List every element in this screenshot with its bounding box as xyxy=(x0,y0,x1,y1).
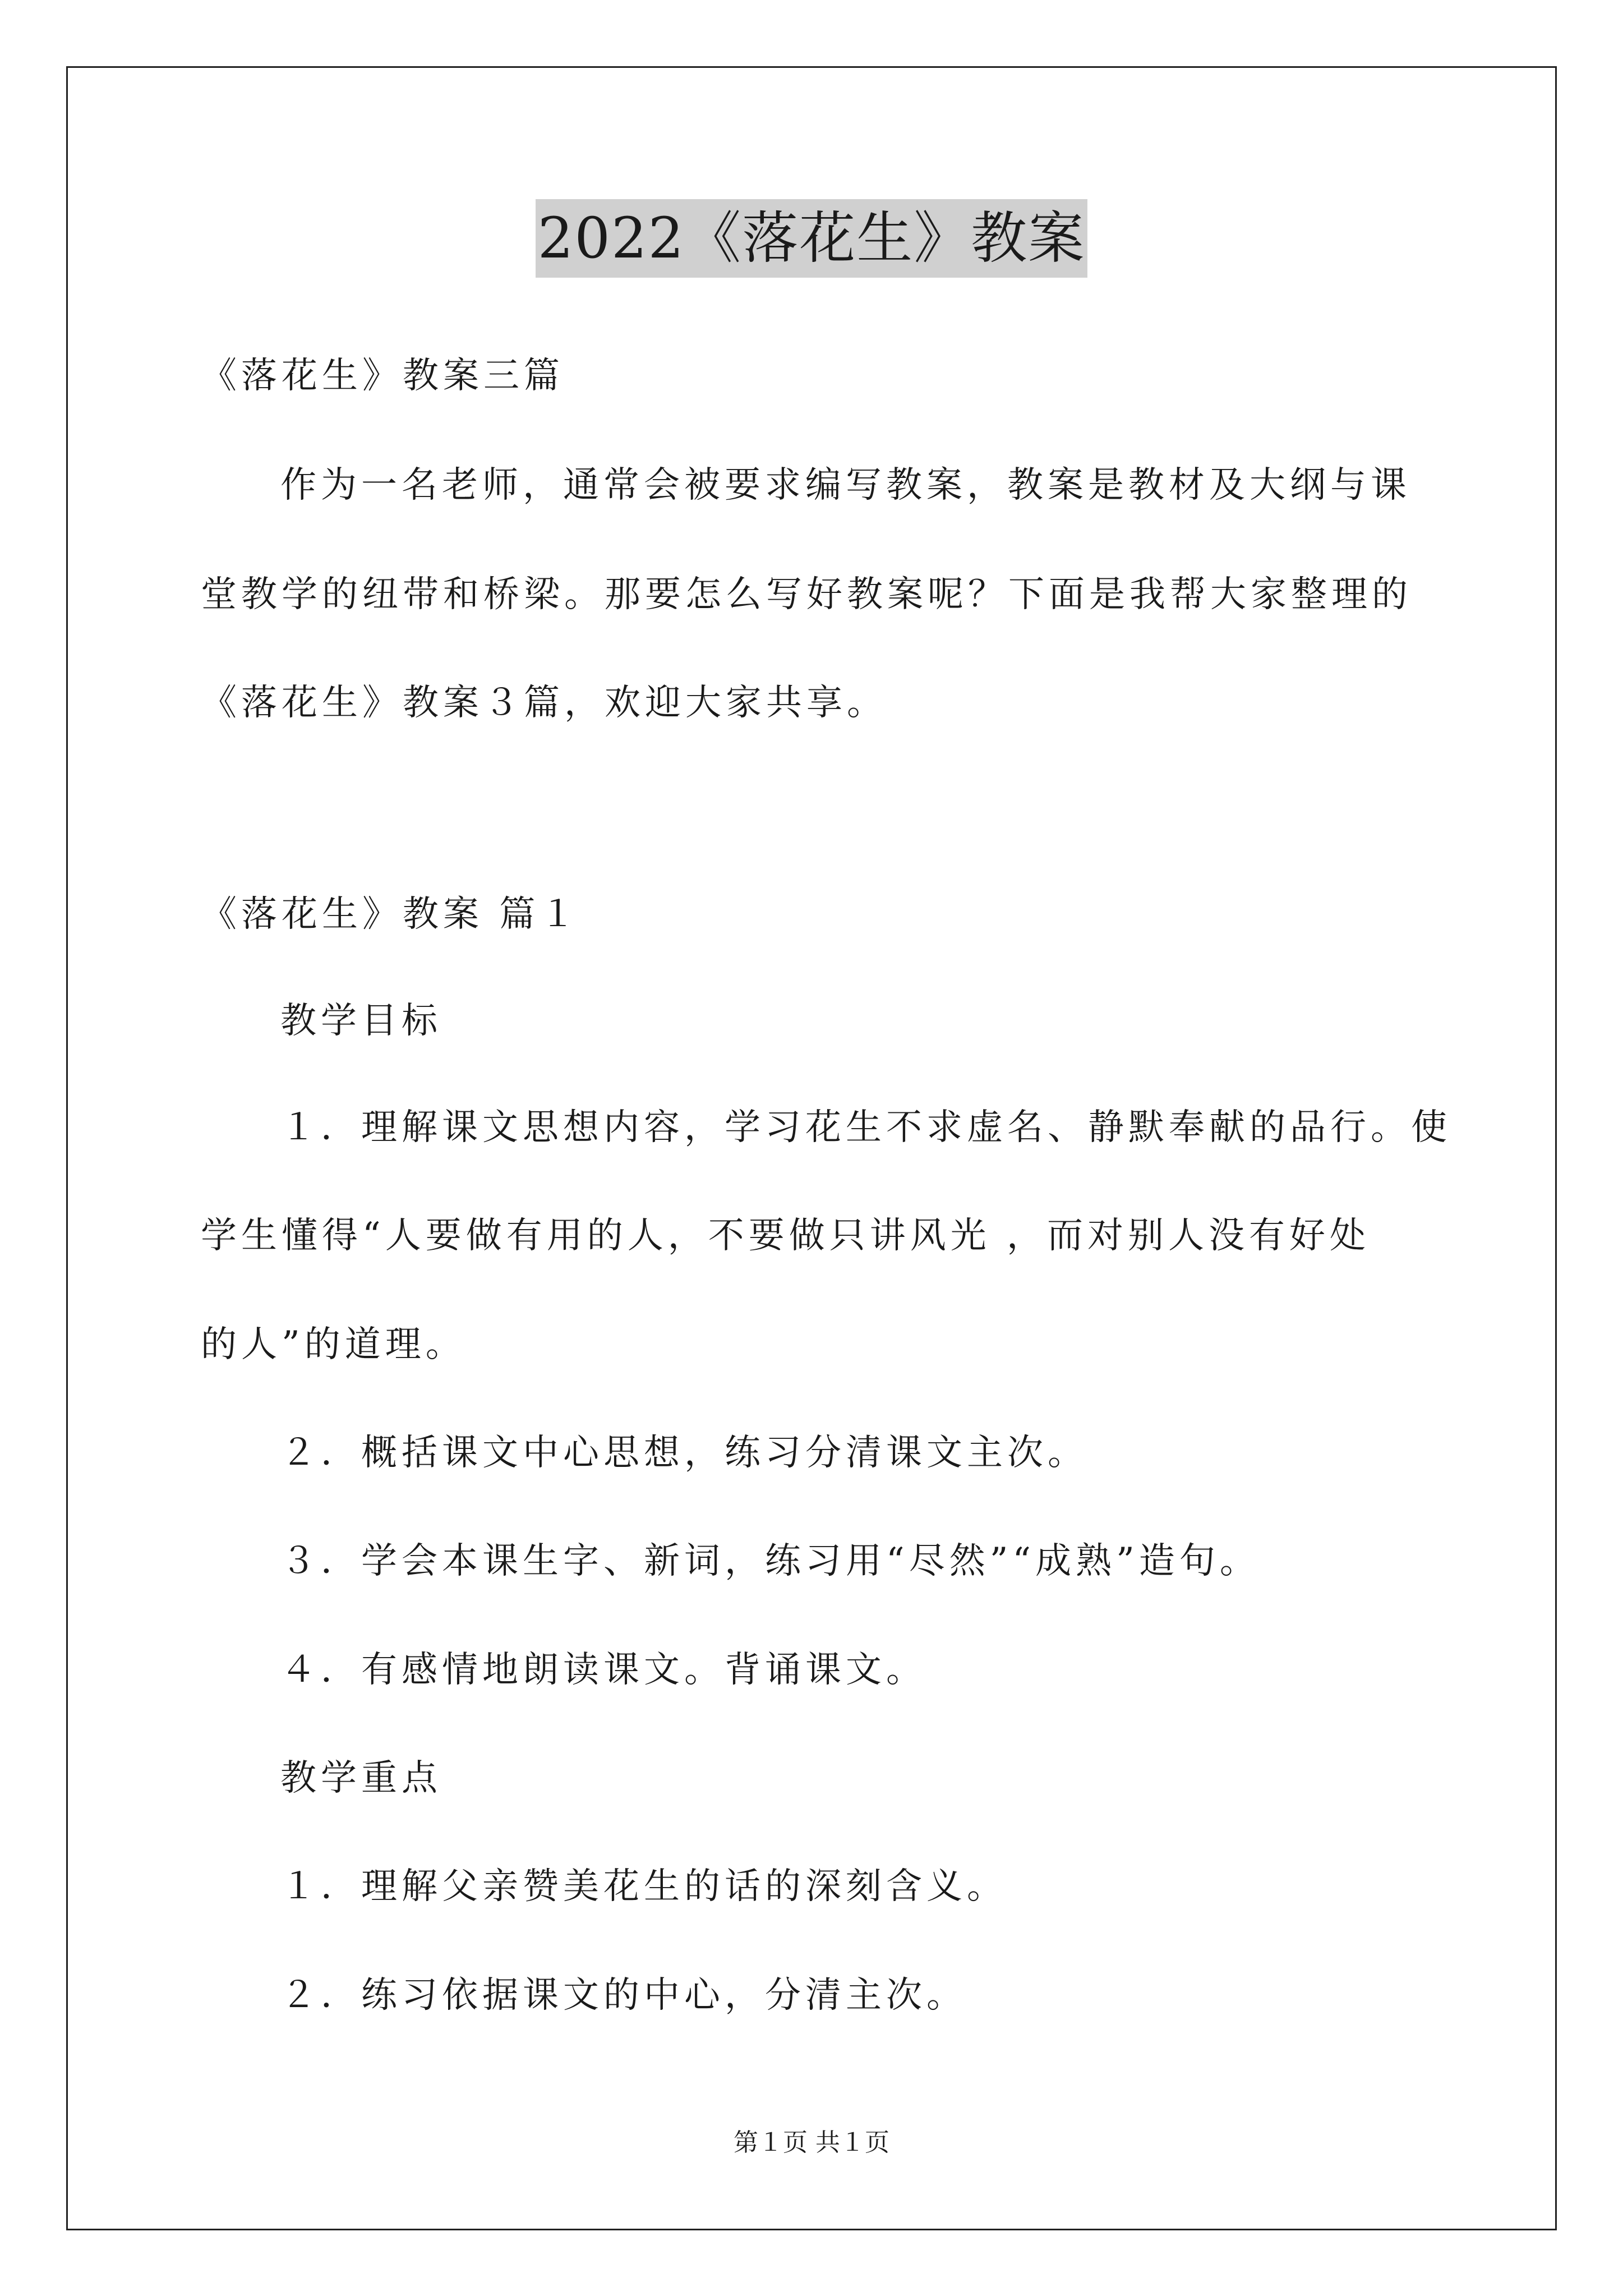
subtitle: 《落花生》教案三篇 xyxy=(201,355,564,397)
subheading-goals: 教学目标 xyxy=(280,1000,442,1042)
goal-3: ３．学会本课生字、新词，练习用“尽然”“成熟”造句。 xyxy=(280,1540,1260,1582)
subheading-focus: 教学重点 xyxy=(280,1757,442,1799)
section-heading: 《落花生》教案 篇１ xyxy=(201,894,580,935)
page-footer: 第１页 共１页 xyxy=(734,2128,889,2157)
focus-1: １．理解父亲赞美花生的话的深刻含义。 xyxy=(280,1866,1007,1907)
intro-line-1: 作为一名老师，通常会被要求编写教案，教案是教材及大纲与课 xyxy=(280,464,1411,506)
title-container xyxy=(0,199,1623,278)
goal-1-line-1: １．理解课文思想内容，学习花生不求虚名、静默奉献的品行。使 xyxy=(280,1107,1451,1148)
goal-1-line-2: 学生懂得“人要做有用的人，不要做只讲风光 ，而对别人没有好处 xyxy=(201,1215,1371,1257)
intro-line-2: 堂教学的纽带和桥梁。那要怎么写好教案呢？下面是我帮大家整理的 xyxy=(201,574,1412,615)
intro-line-3: 《落花生》教案３篇，欢迎大家共享。 xyxy=(201,682,887,724)
goal-2: ２．概括课文中心思想，练习分清课文主次。 xyxy=(280,1432,1088,1474)
document-title: 2022《落花生》教案 xyxy=(536,199,1088,278)
goal-4: ４．有感情地朗读课文。背诵课文。 xyxy=(280,1649,926,1691)
focus-2: ２．练习依据课文的中心，分清主次。 xyxy=(280,1975,967,2016)
goal-1-line-3: 的人”的道理。 xyxy=(201,1324,466,1365)
